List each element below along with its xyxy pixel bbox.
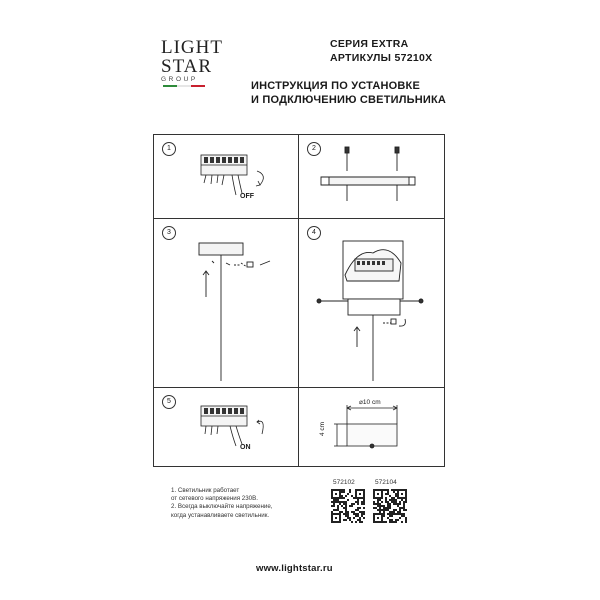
- note-line-3: 2. Всегда выключайте напряжение,: [171, 503, 273, 511]
- product-code-2: 572104: [375, 479, 397, 486]
- logo-line-group: GROUP: [161, 76, 198, 83]
- note-line-4: когда устанавливаете светильник.: [171, 511, 270, 519]
- instruction-title-line1: ИНСТРУКЦИЯ ПО УСТАНОВКЕ: [251, 80, 420, 92]
- note-line-1: 1. Светильник работает: [171, 487, 240, 494]
- website-link[interactable]: www.lightstar.ru: [256, 563, 333, 574]
- articles-title: АРТИКУЛЫ 57210X: [330, 52, 433, 64]
- safety-notes: [171, 487, 273, 520]
- step-4-panel: [298, 218, 445, 388]
- step-1-panel: [153, 134, 299, 219]
- step-3-panel: [153, 218, 299, 388]
- qr-code-572104: [373, 489, 407, 523]
- hang-fixture-diagram: [154, 219, 300, 389]
- step-5-panel: [153, 387, 299, 467]
- qr-code-572102: [331, 489, 365, 523]
- connect-wiring-diagram: [299, 219, 446, 389]
- instruction-title-line2: И ПОДКЛЮЧЕНИЮ СВЕТИЛЬНИКА: [251, 94, 447, 106]
- step-1-off-label: OFF: [240, 193, 254, 200]
- dimensions-panel: [298, 387, 445, 467]
- series-title: СЕРИЯ EXTRA: [330, 38, 409, 50]
- step-1-number: 1: [162, 142, 176, 156]
- product-code-1: 572102: [333, 479, 355, 486]
- logo-line-light: LIGHT: [161, 37, 223, 58]
- step-2-panel: [298, 134, 445, 219]
- mounting-bracket-diagram: [299, 135, 446, 220]
- logo-line-star: STAR: [161, 56, 213, 77]
- terminal-block-disconnect-diagram: [154, 135, 300, 220]
- terminal-block-connect-diagram: [154, 388, 300, 468]
- diameter-label: ⌀10 cm: [359, 399, 381, 406]
- brand-logo: [161, 37, 223, 87]
- step-5-number: 5: [162, 395, 176, 409]
- note-line-2: от сетевого напряжения 230В.: [171, 495, 258, 503]
- step-5-on-label: ON: [240, 444, 251, 451]
- italian-flag-stripe: [163, 85, 211, 87]
- step-2-number: 2: [307, 142, 321, 156]
- step-4-number: 4: [307, 226, 321, 240]
- height-label: 4 cm: [319, 421, 326, 436]
- step-3-number: 3: [162, 226, 176, 240]
